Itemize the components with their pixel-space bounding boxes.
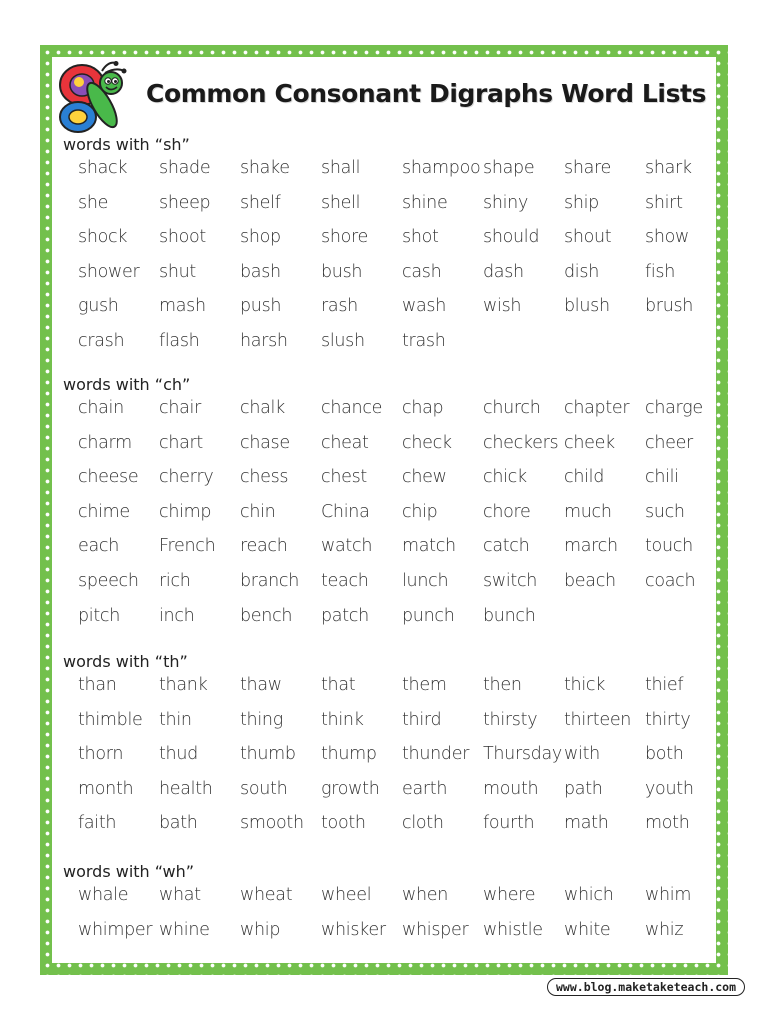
- word-item: path: [564, 778, 603, 799]
- word-item: chance: [321, 398, 383, 418]
- word-item: chip: [402, 501, 438, 522]
- word-item: fourth: [483, 813, 535, 834]
- word-item: whim: [645, 885, 692, 905]
- word-item: growth: [321, 778, 380, 799]
- word-item: thief: [645, 675, 684, 695]
- footer-url: www.blog.maketaketeach.com: [547, 978, 745, 996]
- word-item: dish: [564, 261, 599, 282]
- word-item: charge: [645, 398, 703, 418]
- word-item: both: [645, 744, 684, 765]
- word-item: inch: [159, 605, 195, 626]
- word-item: chap: [402, 398, 444, 418]
- word-item: shop: [240, 227, 281, 248]
- word-item: gush: [78, 296, 119, 317]
- word-item: chain: [78, 398, 124, 418]
- word-item: than: [78, 675, 117, 695]
- word-item: pitch: [78, 605, 121, 626]
- word-item: brush: [645, 296, 694, 317]
- word-item: much: [564, 501, 612, 522]
- word-item: shack: [78, 158, 128, 178]
- word-item: shower: [78, 261, 140, 282]
- word-item: flash: [159, 330, 200, 351]
- word-item: chalk: [240, 398, 285, 418]
- word-item: shore: [321, 227, 368, 248]
- word-item: cloth: [402, 813, 444, 834]
- word-item: shampoo: [402, 158, 481, 178]
- word-item: cash: [402, 261, 442, 282]
- word-item: trash: [402, 330, 446, 351]
- word-item: chapter: [564, 398, 630, 418]
- word-item: child: [564, 467, 605, 488]
- word-item: French: [159, 536, 216, 557]
- word-item: Thursday: [483, 744, 562, 765]
- word-item: thunder: [402, 744, 470, 765]
- word-item: chest: [321, 467, 367, 488]
- word-item: whiz: [645, 919, 684, 940]
- word-item: tooth: [321, 813, 366, 834]
- word-item: cheek: [564, 432, 615, 453]
- word-item: whale: [78, 885, 129, 905]
- word-item: China: [321, 501, 370, 522]
- word-item: thin: [159, 709, 192, 730]
- word-item: thank: [159, 675, 208, 695]
- section-heading-th: words with “th”: [63, 652, 188, 671]
- word-item: whisker: [321, 919, 386, 940]
- word-grid-sh: [78, 157, 726, 365]
- word-item: third: [402, 709, 442, 730]
- word-item: chess: [240, 467, 289, 488]
- butterfly-icon: [58, 61, 132, 137]
- word-item: thing: [240, 709, 283, 730]
- word-item: coach: [645, 570, 696, 591]
- section-heading-ch: words with “ch”: [63, 375, 191, 394]
- word-item: harsh: [240, 330, 288, 351]
- word-item: chart: [159, 432, 203, 453]
- word-item: thirteen: [564, 709, 632, 730]
- word-item: shirt: [645, 192, 683, 213]
- word-item: cheer: [645, 432, 693, 453]
- word-item: checkers: [483, 432, 559, 453]
- word-item: rash: [321, 296, 358, 317]
- word-item: speech: [78, 570, 139, 591]
- word-item: shark: [645, 158, 692, 178]
- word-item: month: [78, 778, 134, 799]
- word-item: shell: [321, 192, 361, 213]
- word-item: rich: [159, 570, 191, 591]
- word-item: thimble: [78, 709, 143, 730]
- page-title: Common Consonant Digraphs Word Lists: [146, 79, 707, 108]
- word-item: wish: [483, 296, 522, 317]
- word-item: bench: [240, 605, 293, 626]
- word-item: which: [564, 885, 614, 905]
- word-item: shout: [564, 227, 612, 248]
- word-item: youth: [645, 778, 694, 799]
- word-item: check: [402, 432, 452, 453]
- word-item: push: [240, 296, 282, 317]
- word-item: shade: [159, 158, 211, 178]
- word-item: white: [564, 919, 611, 940]
- word-item: teach: [321, 570, 369, 591]
- word-item: fish: [645, 261, 676, 282]
- word-item: earth: [402, 778, 448, 799]
- word-item: bash: [240, 261, 281, 282]
- word-item: thorn: [78, 744, 124, 765]
- word-item: each: [78, 536, 120, 557]
- word-item: dash: [483, 261, 524, 282]
- word-item: chase: [240, 432, 290, 453]
- word-item: catch: [483, 536, 530, 557]
- word-item: think: [321, 709, 364, 730]
- word-item: shake: [240, 158, 290, 178]
- word-item: wash: [402, 296, 447, 317]
- word-item: faith: [78, 813, 117, 834]
- word-item: smooth: [240, 813, 304, 834]
- word-item: shoot: [159, 227, 206, 248]
- word-item: chew: [402, 467, 447, 488]
- word-item: slush: [321, 330, 365, 351]
- word-item: march: [564, 536, 618, 557]
- word-item: thaw: [240, 675, 282, 695]
- word-item: shock: [78, 227, 128, 248]
- word-grid-wh: [78, 884, 726, 953]
- word-item: whine: [159, 919, 210, 940]
- word-item: shiny: [483, 192, 529, 213]
- word-item: when: [402, 885, 449, 905]
- word-item: wheel: [321, 885, 372, 905]
- word-item: watch: [321, 536, 373, 557]
- word-item: moth: [645, 813, 690, 834]
- word-item: bunch: [483, 605, 536, 626]
- word-item: mash: [159, 296, 206, 317]
- word-item: what: [159, 885, 201, 905]
- page-border: [40, 45, 728, 975]
- word-item: with: [564, 744, 600, 765]
- word-item: beach: [564, 570, 616, 591]
- word-grid-ch: [78, 397, 726, 639]
- word-item: chin: [240, 501, 276, 522]
- section-heading-sh: words with “sh”: [63, 135, 190, 154]
- word-item: whimper: [78, 919, 153, 940]
- word-item: match: [402, 536, 456, 557]
- word-item: share: [564, 158, 612, 178]
- word-item: chore: [483, 501, 531, 522]
- word-item: chime: [78, 501, 130, 522]
- word-item: she: [78, 192, 109, 213]
- word-item: thirsty: [483, 709, 538, 730]
- word-item: church: [483, 398, 541, 418]
- word-item: switch: [483, 570, 538, 591]
- word-item: lunch: [402, 570, 449, 591]
- word-item: chimp: [159, 501, 212, 522]
- word-item: touch: [645, 536, 693, 557]
- word-item: them: [402, 675, 447, 695]
- word-item: cherry: [159, 467, 214, 488]
- word-item: bath: [159, 813, 198, 834]
- word-item: south: [240, 778, 288, 799]
- word-item: shape: [483, 158, 535, 178]
- word-grid-th: [78, 674, 726, 847]
- word-item: chair: [159, 398, 201, 418]
- word-item: show: [645, 227, 690, 248]
- word-item: chili: [645, 467, 679, 488]
- word-item: such: [645, 501, 685, 522]
- word-item: patch: [321, 605, 369, 626]
- word-item: shelf: [240, 192, 281, 213]
- word-item: whistle: [483, 919, 543, 940]
- word-item: cheese: [78, 467, 139, 488]
- word-item: thump: [321, 744, 377, 765]
- word-item: shine: [402, 192, 448, 213]
- word-item: thud: [159, 744, 198, 765]
- word-item: thumb: [240, 744, 296, 765]
- word-item: chick: [483, 467, 527, 488]
- word-item: branch: [240, 570, 300, 591]
- word-item: where: [483, 885, 536, 905]
- word-item: sheep: [159, 192, 211, 213]
- word-item: charm: [78, 432, 132, 453]
- word-item: cheat: [321, 432, 369, 453]
- word-item: thick: [564, 675, 606, 695]
- word-item: crash: [78, 330, 125, 351]
- word-item: shut: [159, 261, 196, 282]
- word-item: that: [321, 675, 356, 695]
- word-item: mouth: [483, 778, 539, 799]
- word-item: punch: [402, 605, 455, 626]
- word-item: math: [564, 813, 609, 834]
- word-item: blush: [564, 296, 610, 317]
- section-heading-wh: words with “wh”: [63, 862, 195, 881]
- word-item: health: [159, 778, 213, 799]
- word-item: then: [483, 675, 522, 695]
- worksheet: [52, 57, 716, 963]
- word-item: wheat: [240, 885, 293, 905]
- word-item: shall: [321, 158, 361, 178]
- header: [52, 57, 716, 143]
- word-item: ship: [564, 192, 599, 213]
- word-item: reach: [240, 536, 288, 557]
- word-item: thirty: [645, 709, 691, 730]
- word-item: should: [483, 227, 540, 248]
- word-item: bush: [321, 261, 363, 282]
- word-item: whip: [240, 919, 281, 940]
- word-item: whisper: [402, 919, 469, 940]
- word-item: shot: [402, 227, 439, 248]
